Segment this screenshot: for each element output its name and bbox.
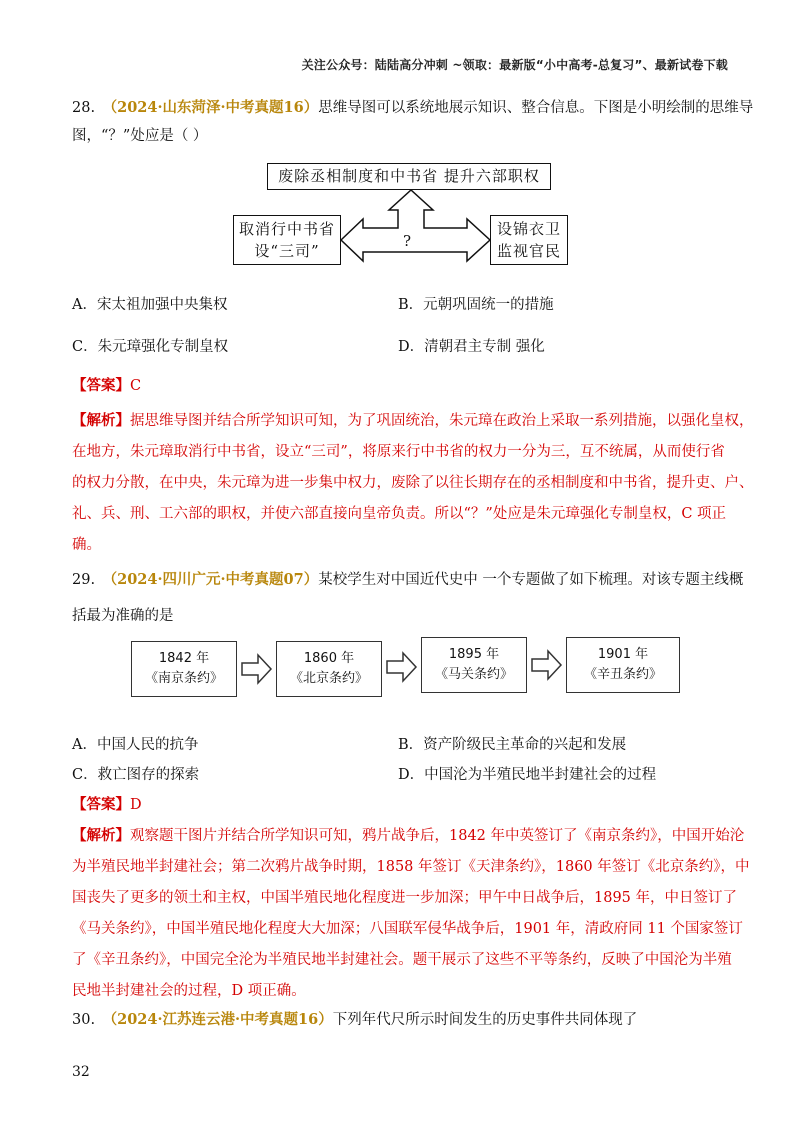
q29-stem-line1: 某校学生对中国近代史中 一个专题做了如下梳理。对该专题主线概 xyxy=(318,572,744,588)
q29-answer-value: D xyxy=(130,797,142,813)
q29-analysis-line: 民地半封建社会的过程，D 项正确。 xyxy=(72,983,306,999)
q28-source: （2024·山东菏泽·中考真题16） xyxy=(102,99,319,116)
q28-analysis-line: 的权力分散，在中央，朱元璋为进一步集中权力，废除了以往长期存在的丞相制度和中书省，提升吏、户、 xyxy=(72,475,754,491)
mind-map-right-line1: 设锦衣卫 xyxy=(496,220,561,238)
q28-option-b: B．元朝巩固统一的措施 xyxy=(398,297,554,313)
q29-analysis-line: 观察题干图片并结合所学知识可知，鸦片战争后，1842 年中英签订了《南京条约》，中国开始沦 xyxy=(130,828,745,844)
page-number: 32 xyxy=(72,1064,90,1080)
q29-number: 29. xyxy=(72,572,96,588)
q29-option-c: C．救亡图存的探索 xyxy=(72,767,200,783)
q29-answer-label: 【答案】 xyxy=(72,796,130,813)
timeline-treaty: 《北京条约》 xyxy=(289,671,368,686)
mind-map-question-mark: ? xyxy=(403,232,412,250)
timeline-year: 1901 年 xyxy=(597,647,649,662)
timeline-treaty: 《南京条约》 xyxy=(144,671,223,686)
q29-option-d: D．中国沦为半殖民地半封建社会的过程 xyxy=(398,767,657,783)
mind-map-top-box: 废除丞相制度和中书省 提升六部职权 xyxy=(267,163,551,190)
timeline-treaty: 《马关条约》 xyxy=(434,667,513,682)
q29-answer xyxy=(72,793,142,814)
mind-map-right-line2: 监视官民 xyxy=(496,242,561,260)
q29-source: （2024·四川广元·中考真题07） xyxy=(102,571,319,588)
q30-stem-text: 下列年代尺所示时间发生的历史事件共同体现了 xyxy=(332,1012,638,1028)
mind-map-left-line2: 设“三司” xyxy=(254,242,320,260)
q29-analysis-line: 为半殖民地半封建社会；第二次鸦片战争时期，1858 年签订《天津条约》，1860 年签订《北京条约》，中 xyxy=(72,859,750,875)
timeline-treaty: 《辛丑条约》 xyxy=(583,667,662,682)
q30-stem xyxy=(72,1010,732,1030)
timeline-year: 1842 年 xyxy=(158,651,210,666)
timeline-year: 1860 年 xyxy=(303,651,355,666)
q28-answer-label: 【答案】 xyxy=(72,377,130,394)
q28-option-c: C．朱元璋强化专制皇权 xyxy=(72,339,229,355)
q28-analysis-line: 礼、兵、刑、工六部的职权，并使六部直接向皇帝负责。所以“？”处应是朱元璋强化专制皇权，C 项正 xyxy=(72,506,727,522)
q28-stem-line2: 图，“？”处应是（ ） xyxy=(72,128,208,144)
q28-analysis-line: 确。 xyxy=(72,537,101,553)
q29-analysis-label: 【解析】 xyxy=(72,827,130,844)
mind-map-left-line1: 取消行中书省 xyxy=(238,220,335,238)
q29-option-b: B．资产阶级民主革命的兴起和发展 xyxy=(398,737,627,753)
q29-analysis-line: 国丧失了更多的领土和主权，中国半殖民地化程度进一步加深；甲午中日战争后，1895 年，中日签订了 xyxy=(72,890,738,906)
q28-number: 28. xyxy=(72,100,96,116)
q29-analysis-line: 《马关条约》，中国半殖民地化程度大大加深；八国联军侵华战争后，1901 年，清政府同 11 个国家签订 xyxy=(72,921,743,937)
q29-option-a: A．中国人民的抗争 xyxy=(72,737,199,753)
q28-option-a: A．宋太祖加强中央集权 xyxy=(72,297,228,313)
q29-stem-line2: 括最为准确的是 xyxy=(72,608,174,624)
q28-analysis-line: 在地方，朱元璋取消行中书省，设立“三司”，将原来行中书省的权力一分为三，互不统属，从而使行省 xyxy=(72,444,725,460)
timeline-arrow-3 xyxy=(532,651,561,679)
timeline-year: 1895 年 xyxy=(448,647,500,662)
timeline-arrow-1 xyxy=(242,655,271,683)
page-header: 关注公众号：陆陆高分冲刺 ~领取：最新版“小中高考-总复习”、最新试卷下载 xyxy=(301,58,728,72)
q28-analysis-line: 据思维导图并结合所学知识可知，为了巩固统治，朱元璋在政治上采取一系列措施，以强化皇权， xyxy=(130,413,754,429)
q28-answer-value: C xyxy=(130,378,142,394)
q28-stem-line1: 思维导图可以系统地展示知识、整合信息。下图是小明绘制的思维导 xyxy=(318,100,754,116)
q28-analysis-label: 【解析】 xyxy=(72,412,130,429)
timeline-arrow-2 xyxy=(387,653,416,681)
q29-analysis xyxy=(72,820,750,1007)
q28-option-d: D．清朝君主专制 强化 xyxy=(398,339,545,355)
q29-analysis-line: 了《辛丑条约》，中国完全沦为半殖民地半封建社会。题干展示了这些不平等条约，反映了中国沦为半殖 xyxy=(72,952,732,968)
q30-source: （2024·江苏连云港·中考真题16） xyxy=(102,1011,333,1028)
q30-number: 30. xyxy=(72,1012,96,1028)
